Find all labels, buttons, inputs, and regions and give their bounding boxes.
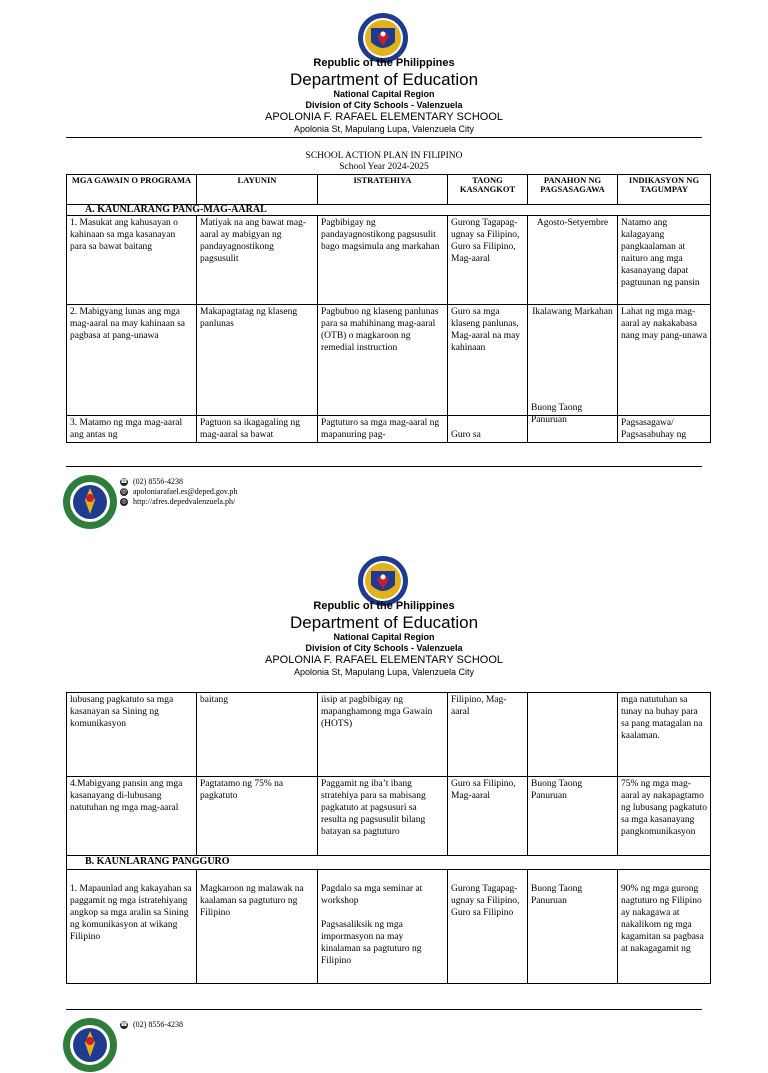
globe-icon: ◎	[121, 498, 127, 505]
cell-timeframe: Buong Taong Panuruan	[528, 777, 618, 856]
footer-divider	[66, 466, 702, 467]
email-text[interactable]: apoloniarafael.es@deped.gov.ph	[133, 487, 238, 496]
cell-timeframe	[528, 403, 618, 443]
phone-text: (02) 8556-4238	[133, 477, 183, 486]
table-row	[67, 777, 711, 856]
cell-program: lubusang pagkatuto sa mga kasanayan sa Sining ng komunikasyon	[67, 693, 197, 777]
cell-program: 1. Mapaunlad ang kakayahan sa paggamit ng mga istratehiyang angkop sa mga aralin sa Sining ng komunikasyon at wikang Filipino	[67, 870, 197, 984]
section-row	[67, 856, 711, 870]
column-header: ISTRATEHIYA	[318, 175, 448, 205]
section-row	[67, 205, 711, 216]
school-logo-icon	[62, 474, 118, 530]
table-row	[67, 870, 711, 984]
cell-persons: Gurong Tagapag-ugnay sa Filipino, Guro sa Filipino, Mag-aaral	[448, 216, 528, 305]
table-row	[67, 693, 711, 777]
region-label: National Capital Region	[333, 632, 435, 642]
cell-indicator: 75% ng mga mag-aaral ay nakapagtamo ng lubusang pagkatuto sa mga kasanayang pangkomunikasyon	[618, 777, 711, 856]
division-label: Division of City Schools - Valenzuela	[305, 643, 463, 653]
table-row	[67, 416, 711, 443]
cell-indicator: mga natutuhan sa tunay na buhay para sa pang matagalan na kaalaman.	[618, 693, 711, 777]
contact-email	[120, 487, 237, 497]
column-header: INDIKASYON NG TAGUMPAY	[618, 175, 711, 205]
cell-program: 3. Matamo ng mga mag-aaral ang antas ng	[67, 416, 197, 443]
column-header: TAONG KASANGKOT	[448, 175, 528, 205]
column-header: LAYUNIN	[197, 175, 318, 205]
section-b-label: B. KAUNLARANG PANGGURO	[67, 856, 711, 870]
contact-info	[120, 1020, 183, 1030]
cell-strategy: Pagbubuo ng klaseng panlunas para sa mahihinang mag-aaral (OTB) o magkaroon ng remedial instruction	[318, 305, 448, 416]
footer-divider	[66, 1009, 702, 1010]
division-label: Division of City Schools - Valenzuela	[305, 100, 463, 110]
cell-objective: Matiyak na ang bawat mag-aaral ay mabigyan ng pandayagnostikong pagsusulit	[197, 216, 318, 305]
table-header-row	[67, 175, 711, 205]
school-year: School Year 2024-2025	[339, 162, 429, 172]
department-label: Department of Education	[289, 70, 479, 89]
cell-timeframe: Buong Taong Panuruan	[528, 870, 618, 984]
contact-info	[120, 477, 237, 507]
cell-program: 1. Masukat ang kahusayan o kahinaan sa mga kasanayan para sa bawat baitang	[67, 216, 197, 305]
letterhead	[0, 58, 768, 134]
action-plan-table-page-2	[66, 692, 711, 984]
column-header: MGA GAWAIN O PROGRAMA	[67, 175, 197, 205]
cell-persons: Gurong Tagapag-ugnay sa Filipino, Guro sa Filipino	[448, 870, 528, 984]
school-address: Apolonia St, Mapulang Lupa, Valenzuela City	[294, 667, 474, 677]
email-icon: @	[121, 488, 127, 495]
action-plan-table-page-1	[66, 174, 711, 443]
cell-timeframe: Agosto-Setyembre	[528, 216, 618, 305]
website-link[interactable]: http://afres.depedvalenzuela.ph/	[133, 497, 236, 506]
school-name: APOLONIA F. RAFAEL ELEMENTARY SCHOOL	[264, 111, 503, 123]
department-label: Department of Education	[289, 613, 479, 632]
region-label: National Capital Region	[333, 89, 435, 99]
cell-program: 4.Mabigyang pansin ang mga kasanayang di-lubusang natutuhan ng mga mag-aaral	[67, 777, 197, 856]
cell-persons: Filipino, Mag-aaral	[448, 693, 528, 777]
table-row	[67, 305, 711, 416]
cell-indicator: Natamo ang kalagayang pangkaalaman at naituro ang mga kasanayang dapat pagtuunan ng pansin	[618, 216, 711, 305]
column-header: PANAHON NG PAGSASAGAWA	[528, 175, 618, 205]
cell-program: 2. Mabigyang lunas ang mga mag-aaral na may kahinaan sa pagbasa at pang-unawa	[67, 305, 197, 416]
republic-label: Republic of the Philippines	[313, 600, 455, 612]
cell-persons: Guro sa	[448, 416, 528, 443]
cell-strategy	[318, 870, 448, 984]
cell-objective: Pagtuon sa ikagagaling ng mag-aaral sa bawat	[197, 416, 318, 443]
contact-phone	[120, 477, 237, 487]
table-row	[67, 216, 711, 305]
cell-objective: Pagtatamo ng 75% na pagkatuto	[197, 777, 318, 856]
contact-phone	[120, 1020, 183, 1030]
cell-indicator: Pagsasagawa/ Pagsasabuhay ng	[618, 416, 711, 443]
timeframe-text: Buong Taong Panuruan	[531, 403, 583, 425]
school-logo-icon	[62, 1017, 118, 1073]
cell-objective: Magkaroon ng malawak na kaalaman sa pagtuturo ng Filipino	[197, 870, 318, 984]
cell-timeframe: Ikalawang Markahan	[528, 305, 618, 416]
document-page-2	[0, 545, 768, 1029]
cell-strategy: iisip at pagbibigay ng mapanghamong mga Gawain (HOTS)	[318, 693, 448, 777]
cell-persons: Guro sa mga klaseng panlunas, Mag-aaral na may kahinaan	[448, 305, 528, 416]
cell-timeframe	[528, 693, 618, 777]
cell-objective: baitang	[197, 693, 318, 777]
phone-icon: ☎	[120, 478, 128, 485]
cell-indicator: 90% ng mga gurong nagtuturo ng Filipino ay nakagawa at nakalikom ng mga kagamitan sa pagbasa at nakagagamit ng	[618, 870, 711, 984]
header-divider	[66, 137, 702, 138]
section-a-label: A. KAUNLARANG PANG-MAG-AARAL	[67, 205, 711, 216]
school-address: Apolonia St, Mapulang Lupa, Valenzuela City	[294, 124, 474, 134]
cell-objective: Makapagtatag ng klaseng panlunas	[197, 305, 318, 416]
republic-label: Republic of the Philippines	[313, 57, 455, 69]
document-title: SCHOOL ACTION PLAN IN FILIPINO	[305, 151, 463, 161]
letterhead	[0, 601, 768, 677]
contact-website	[120, 497, 237, 507]
strategy-text: Pagdalo sa mga seminar at workshop	[321, 884, 423, 906]
strategy-text-extra: Pagsasaliksik ng mga impormasyon na may kinalaman sa pagtuturo ng Filipino	[321, 920, 422, 966]
cell-indicator: Lahat ng mga mag-aaral ay nakakabasa nang may pang-unawa	[618, 305, 711, 416]
cell-persons: Guro sa Filipino, Mag-aaral	[448, 777, 528, 856]
cell-strategy: Pagtuturo sa mga mag-aaral ng mapanuring pag-	[318, 416, 448, 443]
phone-text: (02) 8556-4238	[133, 1020, 183, 1029]
school-name: APOLONIA F. RAFAEL ELEMENTARY SCHOOL	[264, 654, 503, 666]
cell-strategy: Paggamit ng iba’t ibang stratehiya para sa mabisang pagkatuto at pagsusuri sa resulta ng pagsusulit bilang batayan sa pagtuturo	[318, 777, 448, 856]
cell-strategy: Pagbibigay ng pandayagnostikong pagsusulit bago magsimula ang markahan	[318, 216, 448, 305]
phone-icon: ☎	[120, 1021, 128, 1028]
